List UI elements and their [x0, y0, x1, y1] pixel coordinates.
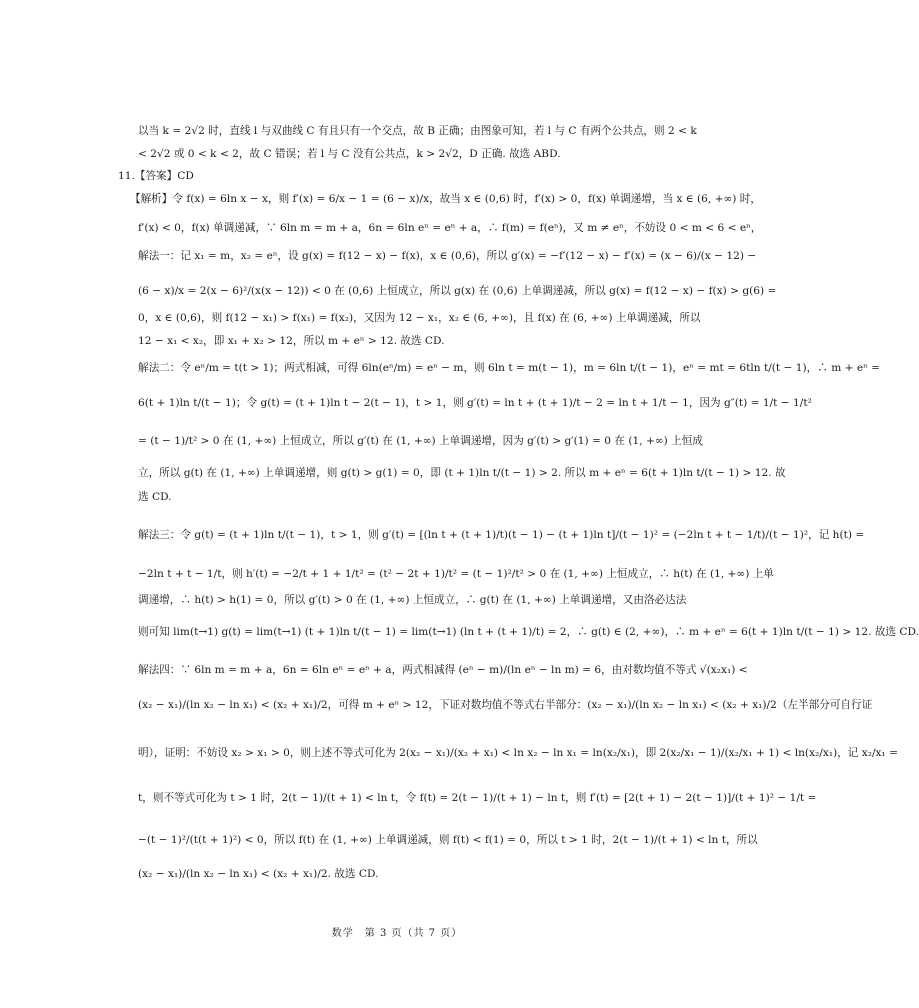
text-line-10: 6(t + 1)ln t/(t − 1)；令 g(t) = (t + 1)ln t − 2(t − 1)，t > 1，则 g′(t) = ln t + (t + 1)/t − 2 = ln t + 1/t − 1，因为 g″(t) = 1/t − 1/t²	[138, 397, 812, 409]
text-line-6: (6 − x)/x = 2(x − 6)²/(x(x − 12)) < 0 在 (0,6) 上恒成立，所以 g(x) 在 (0,6) 上单调递减，所以 g(x) = f(12 − x) − f(x) > g(6) =	[138, 285, 777, 297]
text-line-13: 选 CD.	[138, 491, 172, 503]
text-line-16: 调递增，∴ h(t) > h(1) = 0，所以 g′(t) > 0 在 (1, +∞) 上恒成立，∴ g(t) 在 (1, +∞) 上单调递增，又由洛必达法	[138, 594, 687, 606]
text-line-21: t，则不等式可化为 t > 1 时，2(t − 1)/(t + 1) < ln t，令 f(t) = 2(t − 1)/(t + 1) − ln t，则 f′(t) = [2(t + 1) − 2(t − 1)]/(t + 1)² − 1/t =	[138, 792, 817, 804]
text-line-23: (x₂ − x₁)/(ln x₂ − ln x₁) < (x₂ + x₁)/2. 故选 CD.	[138, 868, 379, 880]
text-line-1: 以当 k = 2√2 时，直线 l 与双曲线 C 有且只有一个交点，故 B 正确；由图象可知，若 l 与 C 有两个公共点，则 2 < k	[138, 125, 697, 137]
text-line-18: 解法四：∵ 6ln m = m + a，6n = 6ln eⁿ = eⁿ + a，两式相减得 (eⁿ − m)/(ln eⁿ − ln m) = 6，由对数均值不等式 √(x₂x₁) <	[138, 664, 748, 676]
text-line-7: 0，x ∈ (0,6)，则 f(12 − x₁) > f(x₁) = f(x₂)，又因为 12 − x₁，x₂ ∈ (6, +∞)，且 f(x) 在 (6, +∞) 上单调递减，所以	[138, 312, 701, 324]
text-line-22: −(t − 1)²/(t(t + 1)²) < 0，所以 f(t) 在 (1, +∞) 上单调递减，则 f(t) < f(1) = 0，所以 t > 1 时，2(t − 1)/(t + 1) < ln t，所以	[138, 834, 758, 846]
text-line-4: f′(x) < 0，f(x) 单调递减，∵ 6ln m = m + a，6n = 6ln eⁿ = eⁿ + a，∴ f(m) = f(eⁿ)，又 m ≠ eⁿ，不妨设 0 < m < 6 < eⁿ，	[138, 222, 762, 234]
text-line-14: 解法三：令 g(t) = (t + 1)ln t/(t − 1)，t > 1，则 g′(t) = [(ln t + (t + 1)/t)(t − 1) − (t + 1)ln t]/(t − 1)² = (−2ln t + t − 1/t)/(t − 1)²，记 h(t) =	[138, 529, 865, 541]
text-line-15: −2ln t + t − 1/t，则 h′(t) = −2/t + 1 + 1/t² = (t² − 2t + 1)/t² = (t − 1)²/t² > 0 在 (1, +∞) 上恒成立，∴ h(t) 在 (1, +∞) 上单	[138, 568, 774, 580]
page-footer: 数学 第 3 页（共 7 页）	[331, 928, 463, 939]
text-line-17: 则可知 lim(t→1) g(t) = lim(t→1) (t + 1)ln t/(t − 1) = lim(t→1) (ln t + (t + 1)/t) = 2，∴ g(t) ∈ (2, +∞)，∴ m + eⁿ = 6(t + 1)ln t/(t − 1) > 12. 故选 CD.	[138, 626, 919, 638]
text-line-12: 立，所以 g(t) 在 (1, +∞) 上单调递增，则 g(t) > g(1) = 0，即 (t + 1)ln t/(t − 1) > 2. 所以 m + eⁿ = 6(t + 1)ln t/(t − 1) > 12. 故	[138, 467, 786, 479]
answer-heading: 11.【答案】CD	[118, 170, 194, 182]
text-line-5: 解法一：记 x₁ = m，x₂ = eⁿ，设 g(x) = f(12 − x) − f(x)，x ∈ (0,6)，所以 g′(x) = −f′(12 − x) − f′(x) = (x − 6)/(x − 12) −	[138, 250, 757, 262]
text-line-20: 明），证明：不妨设 x₂ > x₁ > 0，则上述不等式可化为 2(x₂ − x₁)/(x₂ + x₁) < ln x₂ − ln x₁ = ln(x₂/x₁)，即 2(x₂/x₁ − 1)/(x₂/x₁ + 1) < ln(x₂/x₁)，记 x₂/x₁ =	[138, 747, 899, 759]
text-line-11: = (t − 1)/t² > 0 在 (1, +∞) 上恒成立，所以 g′(t) 在 (1, +∞) 上单调递增，因为 g′(t) > g′(1) = 0 在 (1, +∞) 上恒成	[138, 435, 703, 447]
text-line-2: < 2√2 或 0 < k < 2，故 C 错误；若 l 与 C 没有公共点，k > 2√2，D 正确. 故选 ABD.	[138, 148, 561, 160]
text-line-8: 12 − x₁ < x₂，即 x₁ + x₂ > 12，所以 m + eⁿ > 12. 故选 CD.	[138, 335, 445, 347]
text-line-19: (x₂ − x₁)/(ln x₂ − ln x₁) < (x₂ + x₁)/2，可得 m + eⁿ > 12，下证对数均值不等式右半部分：(x₂ − x₁)/(ln x₂ − ln x₁) < (x₂ + x₁)/2（左半部分可自行证	[138, 699, 873, 711]
text-line-3: 【解析】令 f(x) = 6ln x − x，则 f′(x) = 6/x − 1 = (6 − x)/x，故当 x ∈ (0,6) 时，f′(x) > 0，f(x) 单调递增，当 x ∈ (6, +∞) 时，	[130, 193, 761, 205]
text-line-9: 解法二：令 eⁿ/m = t(t > 1)；两式相减，可得 6ln(eⁿ/m) = eⁿ − m，则 6ln t = m(t − 1)，m = 6ln t/(t − 1)，eⁿ = mt = 6tln t/(t − 1)，∴ m + eⁿ =	[138, 362, 880, 374]
